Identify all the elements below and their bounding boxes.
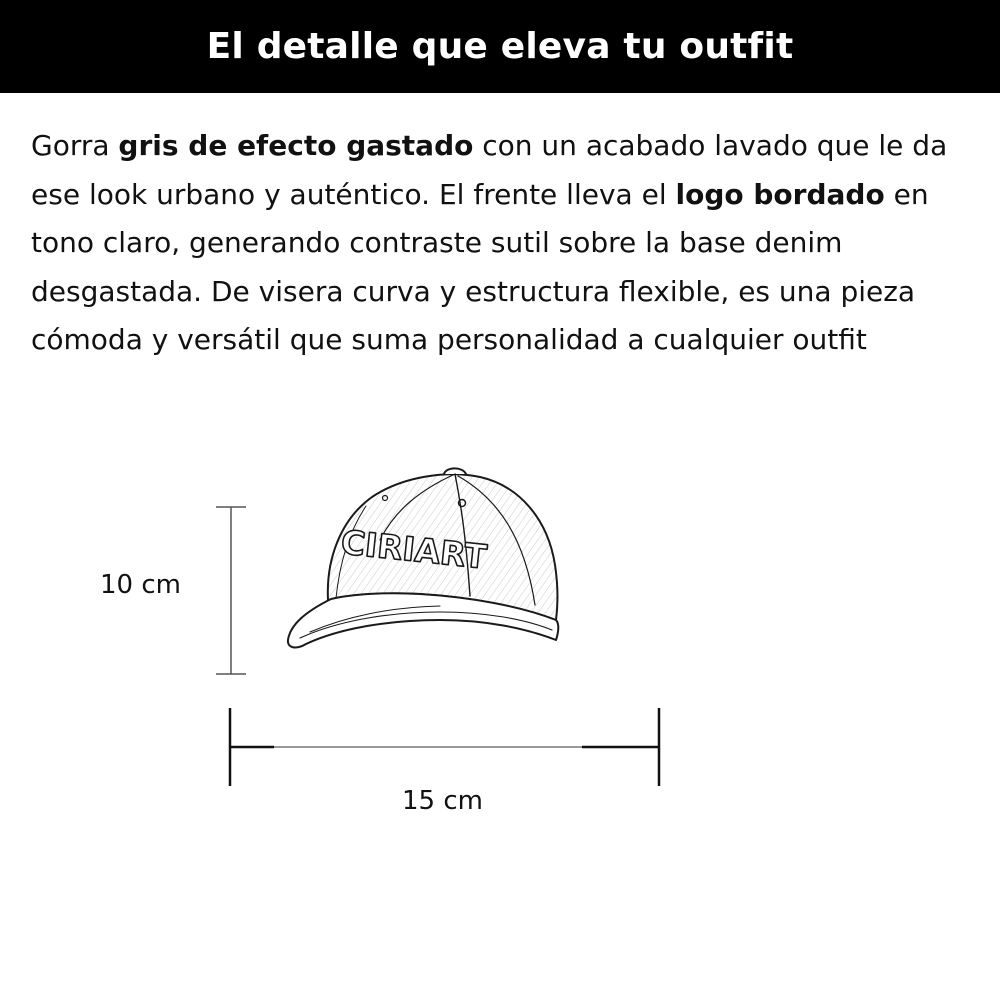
- description-highlight: logo bordado: [675, 177, 885, 211]
- page-title: El detalle que eleva tu outfit: [206, 26, 794, 67]
- cap-logo: CIRIART: [339, 522, 489, 577]
- description-text: en tono claro, generando contraste sutil sobre la base denim desgastada. De visera curva y estructura flexible, es una pieza cómoda y versátil que suma personalidad a cualquier outfit: [31, 177, 929, 356]
- height-label: 10 cm: [100, 570, 181, 600]
- width-label: 15 cm: [402, 786, 483, 816]
- description-text: con un acabado lavado que le da ese look urbano y auténtico. El frente lleva el: [31, 129, 948, 211]
- height-dimension-line: [216, 507, 246, 674]
- width-dimension-line: [230, 708, 659, 786]
- cap-icon: [288, 468, 558, 647]
- description-highlight: gris de efecto gastado: [118, 129, 474, 162]
- description-text: Gorra: [31, 129, 119, 162]
